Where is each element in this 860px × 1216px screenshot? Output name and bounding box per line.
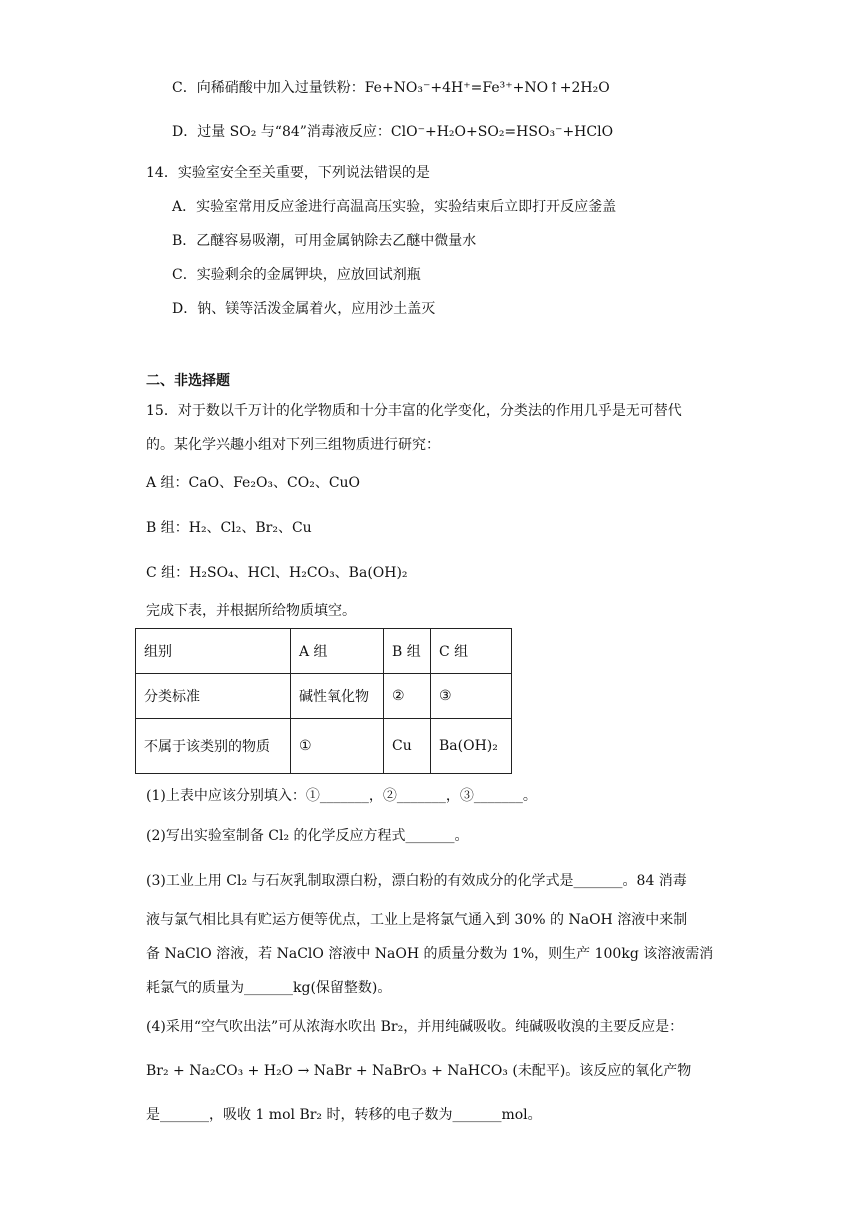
q14-option-d: D．钠、镁等活泼金属着火，应用沙土盖灭 <box>172 301 436 317</box>
table-cell: ② <box>384 674 431 719</box>
table-cell: Ba(OH)₂ <box>431 719 512 774</box>
q13-option-c: C．向稀硝酸中加入过量铁粉：Fe+NO₃⁻+4H⁺=Fe³⁺+NO↑+2H₂O <box>172 80 610 96</box>
q15-sub4-line3: 是_______，吸收 1 mol Br₂ 时，转移的电子数为_______mol。 <box>146 1107 542 1123</box>
q15-stem-line1: 15．对于数以千万计的化学物质和十分丰富的化学变化，分类法的作用几乎是无可替代 <box>146 403 682 419</box>
table-cell: ③ <box>431 674 512 719</box>
q15-stem-line2: 的。某化学兴趣小组对下列三组物质进行研究： <box>146 437 440 453</box>
q15-sub3-line3: 备 NaClO 溶液，若 NaClO 溶液中 NaOH 的质量分数为 1%，则生产 100kg 该溶液需消 <box>146 946 714 962</box>
q15-table-intro: 完成下表，并根据所给物质填空。 <box>146 603 356 619</box>
q15-sub1: (1)上表中应该分别填入：①_______，②_______，③_______。 <box>146 788 537 804</box>
table-cell: Cu <box>384 719 431 774</box>
table-cell: ① <box>291 719 384 774</box>
table-row <box>136 674 512 719</box>
q15-sub3-line1: (3)工业上用 Cl₂ 与石灰乳制取漂白粉，漂白粉的有效成分的化学式是_______。84 消毒 <box>146 873 687 889</box>
q14-stem: 14．实验室安全至关重要，下列说法错误的是 <box>146 165 430 181</box>
q14-option-c: C．实验剩余的金属钾块，应放回试剂瓶 <box>172 267 421 283</box>
table-cell: B 组 <box>384 629 431 674</box>
section-heading: 二、非选择题 <box>146 373 230 389</box>
q15-sub4-line2: Br₂ + Na₂CO₃ + H₂O → NaBr + NaBrO₃ + NaHCO₃ (未配平)。该反应的氧化产物 <box>146 1063 692 1079</box>
q15-group-a: A 组：CaO、Fe₂O₃、CO₂、CuO <box>146 475 361 491</box>
q15-sub2: (2)写出实验室制备 Cl₂ 的化学反应方程式_______。 <box>146 828 469 844</box>
q15-sub3-line2: 液与氯气相比具有贮运方便等优点，工业上是将氯气通入到 30% 的 NaOH 溶液中来制 <box>146 912 688 928</box>
table-cell: C 组 <box>431 629 512 674</box>
q14-option-a: A．实验室常用反应釜进行高温高压实验，实验结束后立即打开反应釜盖 <box>172 199 617 215</box>
table-cell: 组别 <box>136 629 291 674</box>
q13-option-d: D．过量 SO₂ 与“84”消毒液反应：ClO⁻+H₂O+SO₂=HSO₃⁻+HClO <box>172 124 614 140</box>
table-cell: 不属于该类别的物质 <box>136 719 291 774</box>
table-cell: A 组 <box>291 629 384 674</box>
table-cell: 碱性氧化物 <box>291 674 384 719</box>
table-row <box>136 629 512 674</box>
table-cell: 分类标准 <box>136 674 291 719</box>
q15-group-c: C 组：H₂SO₄、HCl、H₂CO₃、Ba(OH)₂ <box>146 565 408 581</box>
classification-table <box>135 628 512 774</box>
q15-sub3-line4: 耗氯气的质量为_______kg(保留整数)。 <box>146 980 392 996</box>
q15-sub4-line1: (4)采用“空气吹出法”可从浓海水吹出 Br₂，并用纯碱吸收。纯碱吸收溴的主要反应是： <box>146 1019 684 1035</box>
table-row <box>136 719 512 774</box>
q14-option-b: B．乙醚容易吸潮，可用金属钠除去乙醚中微量水 <box>172 233 477 249</box>
q15-group-b: B 组：H₂、Cl₂、Br₂、Cu <box>146 520 312 536</box>
